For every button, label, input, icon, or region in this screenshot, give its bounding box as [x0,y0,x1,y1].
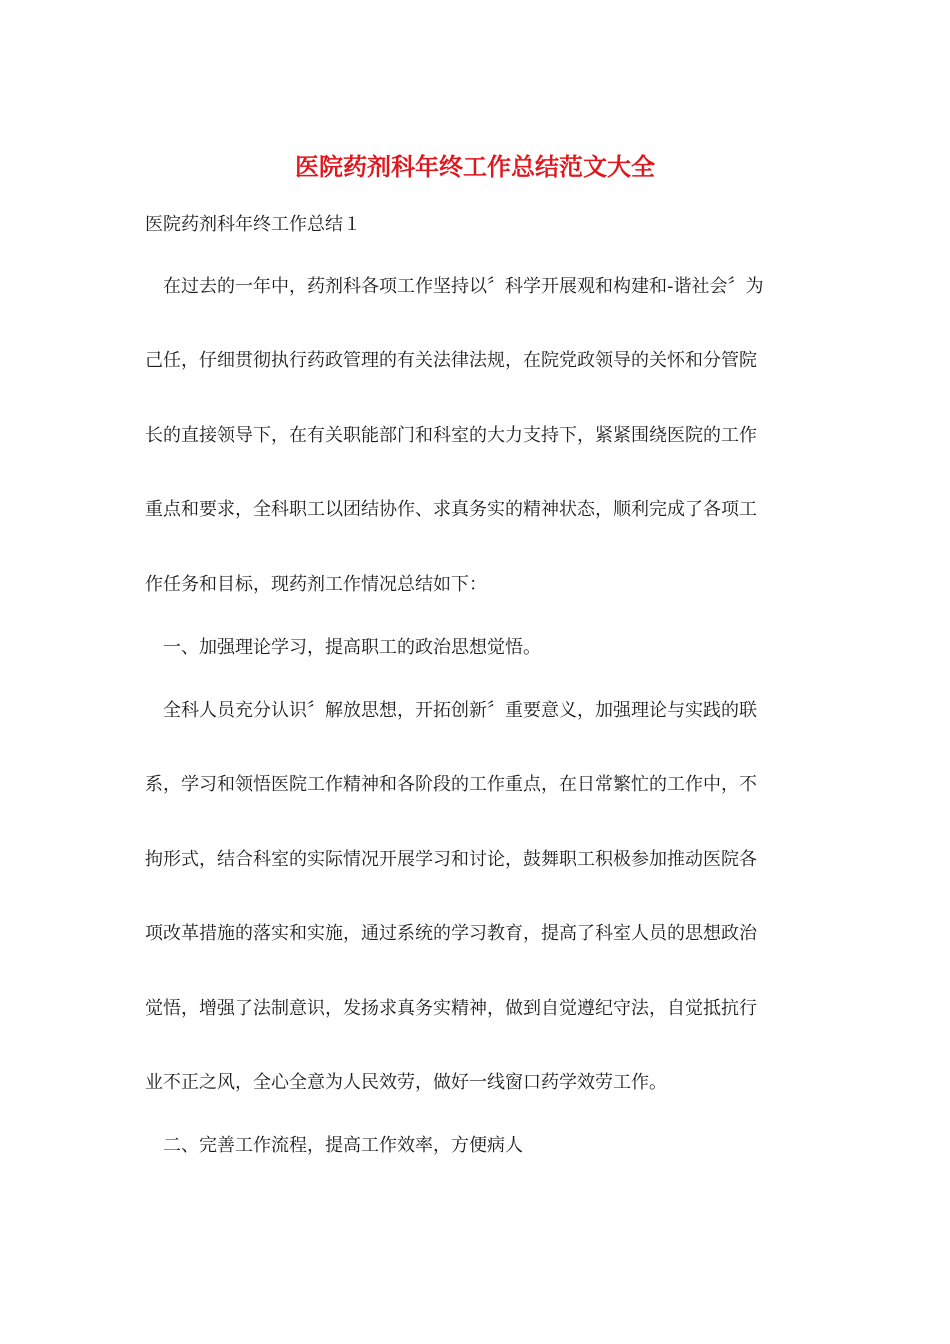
heading-item-two: 二、完善工作流程，提高工作效率，方便病人 [163,1135,523,1156]
paragraph-line: 在过去的一年中，药剂科各项工作坚持以〞科学开展观和构建和-谐社会〞为 [163,276,764,297]
paragraph-line: 业不正之风，全心全意为人民效劳，做好一线窗口药学效劳工作。 [145,1072,667,1093]
paragraph-line: 作任务和目标，现药剂工作情况总结如下： [145,574,487,595]
document-title: 医院药剂科年终工作总结范文大全 [295,152,655,181]
heading-item-one: 一、加强理论学习，提高职工的政治思想觉悟。 [163,637,541,658]
paragraph-line: 拘形式，结合科室的实际情况开展学习和讨论，鼓舞职工积极参加推动医院各 [145,849,757,870]
paragraph-line: 系，学习和领悟医院工作精神和各阶段的工作重点，在日常繁忙的工作中，不 [145,774,757,795]
section-title: 医院药剂科年终工作总结１ [145,214,361,235]
paragraph-line: 己任，仔细贯彻执行药政管理的有关法律法规，在院党政领导的关怀和分管院 [145,350,757,371]
paragraph-line: 长的直接领导下，在有关职能部门和科室的大力支持下，紧紧围绕医院的工作 [145,425,757,446]
paragraph-line: 重点和要求，全科职工以团结协作、求真务实的精神状态，顺利完成了各项工 [145,499,757,520]
paragraph-line: 觉悟，增强了法制意识，发扬求真务实精神，做到自觉遵纪守法，自觉抵抗行 [145,998,757,1019]
paragraph-line: 全科人员充分认识〞解放思想，开拓创新〞重要意义，加强理论与实践的联 [163,700,757,721]
paragraph-line: 项改革措施的落实和实施，通过系统的学习教育，提高了科室人员的思想政治 [145,923,757,944]
